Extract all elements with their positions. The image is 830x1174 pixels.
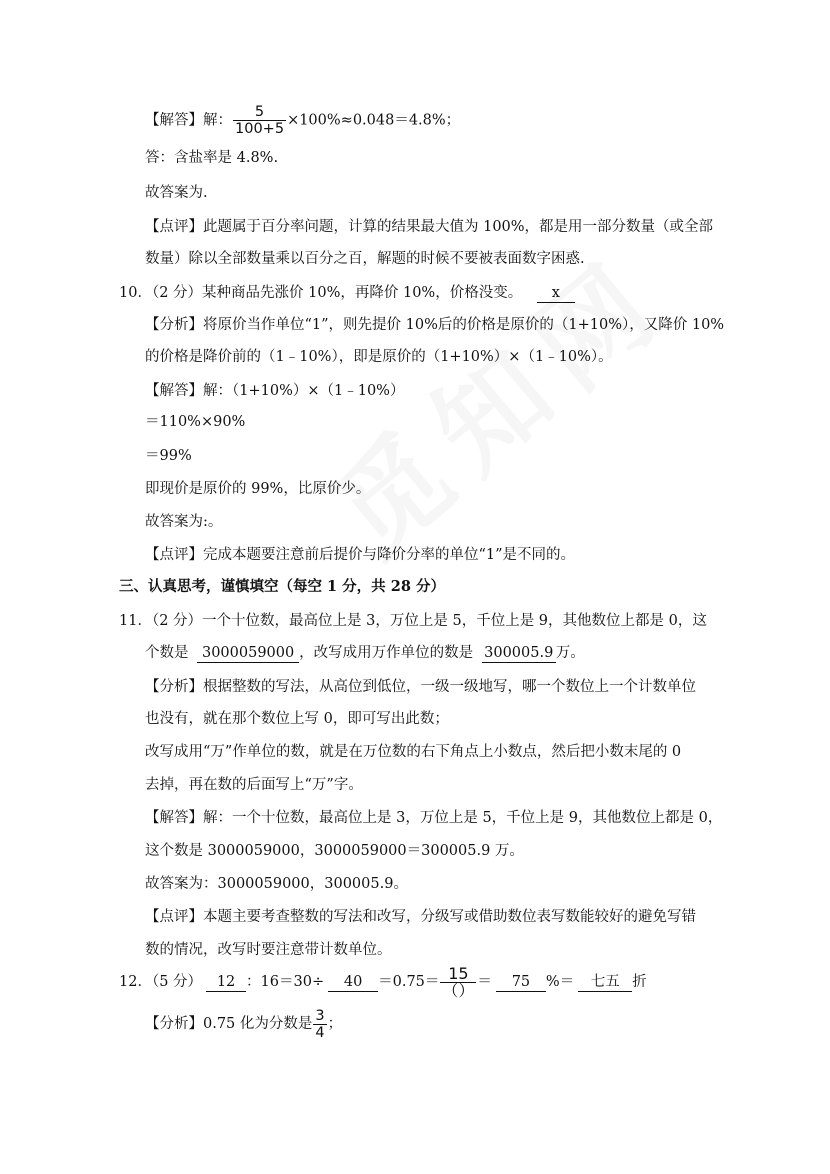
q12-part3: ＝ [477,974,492,990]
analysis-tag: 【分析】 [145,317,203,333]
q11-analysis-line3: 改写成用“万”作单位的数，就是在万位数的右下角点上小数点，然后把小数末尾的 0 [145,744,682,760]
answer-rest: ×100%≈0.048＝4.8%； [287,112,461,129]
comment-tag: 【点评】 [145,219,203,235]
analysis-tag: 【分析】 [145,1016,203,1032]
q10-answer-line4: 即现价是原价的 99%，比原价少。 [145,481,371,497]
analysis-fraction [313,1008,326,1041]
q11-analysis-line4: 去掉，再在数的后面写上“万”字。 [145,777,363,793]
q12-part5: 折 [632,974,647,990]
q10-comment [145,545,575,565]
q11-answer-line1 [145,808,722,828]
fraction-numerator: 15 [440,966,476,983]
comment-tag: 【点评】 [145,547,203,563]
q11-so: 故答案为：3000059000，300005.9。 [145,876,408,892]
q12-part2: ＝0.75＝ [378,974,440,990]
q11-blank2: 300005.9 [482,644,556,663]
q12-blank2: 40 [328,973,378,992]
q12-blank3: 75 [496,973,546,992]
q12-analysis [145,1006,342,1042]
answer-tag: 【解答】 [145,112,203,129]
q12-stem [119,964,647,1000]
q9-comment-line2: 数量）除以全部数量乘以百分之百，解题的时候不要被表面数字困惑. [145,251,585,267]
fraction [233,104,286,137]
fraction-denominator: 4 [315,1024,325,1041]
fraction-denominator: 100+5 [235,121,285,137]
q9-so: 故答案为. [145,185,208,201]
q10-answer-line2: ＝110%×90% [145,414,246,430]
q9-reply: 答：含盐率是 4.8%. [145,150,279,166]
comment-text: 完成本题要注意前后提价与降价分率的单位“1”是不同的。 [203,547,576,563]
q11-stem-line2 [145,643,585,663]
q12-part4: %＝ [545,974,575,990]
analysis-text: 将原价当作单位“1”，则先提价 10%后的价格是原价的（1+10%），又降价 10% [203,317,725,333]
analysis-text: 0.75 化为分数是 [203,1016,313,1032]
q10-analysis-line1 [145,315,724,335]
q12-blank4: 七五 [578,973,632,992]
comment-text: 此题属于百分率问题，计算的结果最大值为 100%，都是用一部分数量（或全部 [203,219,714,235]
answer-text: 解：一个十位数，最高位上是 3，万位上是 5，千位上是 9，其他数位上都是 0， [203,810,723,826]
q11-analysis-line1 [145,677,696,697]
answer-text: 解：（1+10%）×（1﹣10%） [203,383,405,399]
q10-so: 故答案为:。 [145,514,223,530]
fraction-denominator: （） [442,980,475,1000]
q10-blank: x [537,284,575,303]
analysis-text: 根据整数的写法，从高位到低位，一级一级地写，哪一个数位上一个计数单位 [203,679,696,695]
analysis-tag: 【分析】 [145,679,203,695]
fraction-numerator: 3 [315,1007,325,1024]
fraction-numerator: 5 [233,104,286,121]
q11-stem-line1: 11．（2 分）一个十位数，最高位上是 3，万位上是 5，千位上是 9，其他数位上都是 0，这 [119,613,707,629]
q10-stem-text: 10．（2 分）某种商品先涨价 10%，再降价 10%，价格没变。 [119,285,523,301]
q9-comment-line1 [145,217,713,237]
q12-fraction [440,963,476,1000]
comment-tag: 【点评】 [145,909,203,925]
answer-tag: 【解答】 [145,383,203,399]
q12-part1: ：16＝30÷ [246,974,325,990]
q11-comment-line2: 数的情况，改写时要注意带计数单位。 [145,942,392,958]
q12-label: 12．（5 分） [119,974,203,990]
q11-blank1: 3000059000 [197,644,299,663]
q11-answer-line2: 这个数是 3000059000，3000059000＝300005.9 万。 [145,843,524,859]
q11-comment-line1 [145,907,696,927]
q9-answer-line [145,104,460,137]
section-title: 三、认真思考，谨慎填空（每空 1 分，共 28 分） [119,578,445,595]
q10-answer-line3: ＝99% [145,448,192,464]
analysis-end: ； [327,1016,343,1032]
answer-tag: 【解答】 [145,810,203,826]
answer-prefix: 解： [203,112,232,129]
q10-stem [119,283,575,303]
q11-analysis-line2: 也没有，就在那个数位上写 0，即可写出此数； [145,711,449,727]
q10-analysis-line2: 的价格是降价前的（1﹣10%），即是原价的（1+10%）×（1﹣10%）。 [145,349,613,365]
q12-blank1: 12 [206,973,246,992]
q11-stem-mid: ，改写成用万作单位的数是 [299,645,474,661]
q11-stem-prefix: 个数是 [145,645,189,661]
comment-text: 本题主要考查整数的写法和改写，分级写或借助数位表写数能较好的避免写错 [203,909,696,925]
q10-answer-line1 [145,381,404,401]
q11-stem-suffix: 万。 [555,645,585,661]
